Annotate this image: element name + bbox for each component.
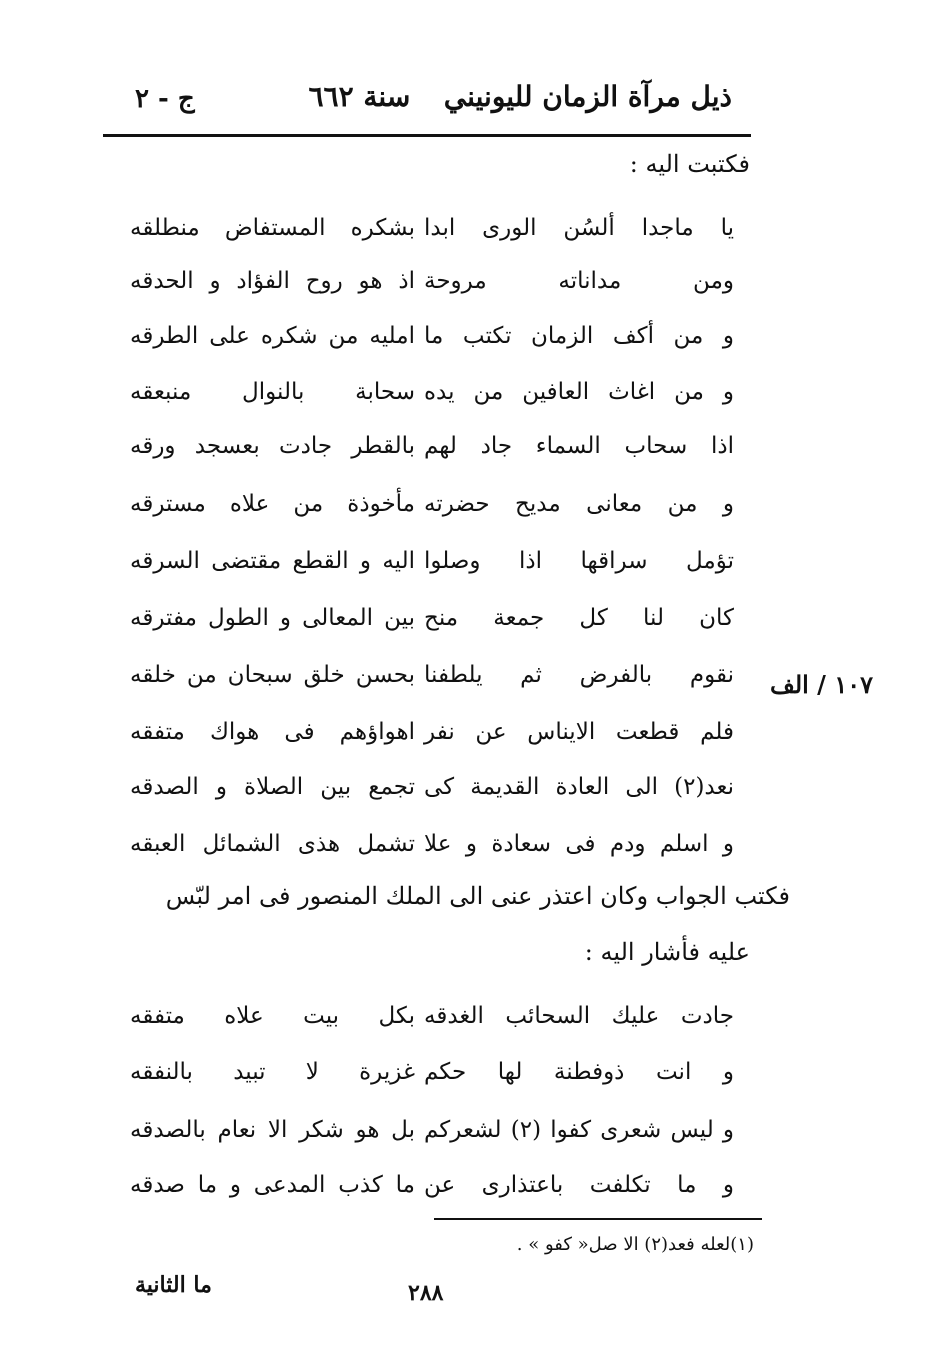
verse-second-hemistich: بالقطر جادت بعسجد ورقه — [130, 433, 415, 459]
verse-line — [130, 424, 734, 468]
book-title: ذيل مرآة الزمان لليونيني — [443, 80, 732, 113]
verse-line — [130, 314, 734, 358]
verse-first-hemistich: جادت عليك السحائب الغدقه — [424, 1003, 734, 1029]
verse-second-hemistich: مأخوذة من علاه مسترقه — [130, 491, 415, 517]
running-header — [309, 80, 733, 113]
verse-line — [130, 539, 734, 583]
verse-first-hemistich: و ما تكلفت باعتذارى عن — [424, 1172, 734, 1198]
verse-line — [130, 653, 734, 697]
verse-first-hemistich: ومن مداناته مروحة — [424, 268, 734, 294]
year-label: سنة ٦٦٢ — [308, 80, 411, 113]
volume-label: ج - ٢ — [135, 84, 195, 114]
verse-line — [130, 822, 734, 866]
verse-first-hemistich: نقوم بالفرض ثم يلطفنا — [424, 662, 734, 688]
verse-second-hemistich: اذ هو روح الفؤاد و الحدقه — [130, 268, 415, 294]
header-rule — [103, 134, 751, 137]
verse-second-hemistich: تجمع بين الصلاة و الصدقه — [130, 774, 415, 800]
verse-second-hemistich: اهواؤهم فى هواك متفقه — [130, 719, 415, 745]
signature-mark: ما الثانية — [135, 1272, 212, 1298]
verse-line — [130, 994, 734, 1038]
verse-line — [130, 1050, 734, 1094]
verse-first-hemistich: كان لنا كل جمعة منح — [424, 605, 734, 631]
verse-first-hemistich: تؤمل سراقها اذا وصلوا — [424, 548, 734, 574]
verse-line — [130, 482, 734, 526]
verse-line — [130, 596, 734, 640]
footnote-rule — [434, 1218, 762, 1220]
verse-line — [130, 206, 734, 250]
verse-first-hemistich: و اسلم ودم فى سعادة و علا — [424, 831, 734, 857]
verse-second-hemistich: ما كذب المدعى و ما صدقه — [130, 1172, 415, 1198]
verse-first-hemistich: و من اغاث العافين من يده — [424, 379, 734, 405]
prose-line: فكتب الجواب وكان اعتذر عنى الى الملك المنصور فى امر لبّس — [165, 882, 790, 910]
verse-line — [130, 259, 734, 303]
verse-second-hemistich: بشكره المستفاض منطلقه — [130, 215, 415, 241]
margin-folio-note: ١٠٧ / الف — [770, 670, 873, 699]
verse-second-hemistich: بحسن خلق سبحان من خلقه — [130, 662, 415, 688]
verse-first-hemistich: و ليس شعرى كفوا (٢) لشعركم — [424, 1117, 735, 1143]
verse-first-hemistich: و انت ذوفطنة لها حكم — [424, 1059, 734, 1085]
prose-line: عليه فأشار اليه : — [584, 938, 750, 966]
verse-second-hemistich: بين المعالى و الطول مفترقه — [130, 605, 415, 631]
verse-second-hemistich: بل هو شكر الا نعام بالصدقه — [130, 1117, 415, 1143]
verse-first-hemistich: اذا سحاب السماء جاد لهم — [424, 433, 734, 459]
verse-second-hemistich: بكل بيت علاه متفقه — [130, 1003, 415, 1029]
verse-first-hemistich: يا ماجدا ألسُن الورى ابدا — [424, 215, 734, 241]
verse-second-hemistich: تشمل هذى الشمائل العبقه — [130, 831, 415, 857]
verse-first-hemistich: و من أكف الزمان تكتب ما — [424, 323, 734, 349]
verse-first-hemistich: و من معانى مديح حضرته — [424, 491, 734, 517]
verse-line — [130, 1108, 734, 1152]
intro-text: فكتبت اليه : — [629, 150, 750, 178]
verse-second-hemistich: اليه و القطع مقتضى السرقه — [130, 548, 415, 574]
verse-line — [130, 1163, 734, 1207]
verse-first-hemistich: فلم قطعت الايناس عن نفر — [424, 719, 734, 745]
page-number: ٢٨٨ — [408, 1280, 444, 1306]
verse-line — [130, 765, 734, 809]
verse-line — [130, 370, 734, 414]
verse-second-hemistich: غزيرة لا تبيد بالنفقه — [130, 1059, 415, 1085]
verse-first-hemistich: نعد(٢) الى العادة القديمة كى — [424, 774, 734, 800]
verse-line — [130, 710, 734, 754]
verse-second-hemistich: امليه من شكره على الطرقه — [130, 323, 415, 349]
footnote: (١)لعله فعد(٢) الا صل« كفو » . — [516, 1234, 754, 1255]
verse-second-hemistich: سحابة بالنوال منبعقه — [130, 379, 415, 405]
